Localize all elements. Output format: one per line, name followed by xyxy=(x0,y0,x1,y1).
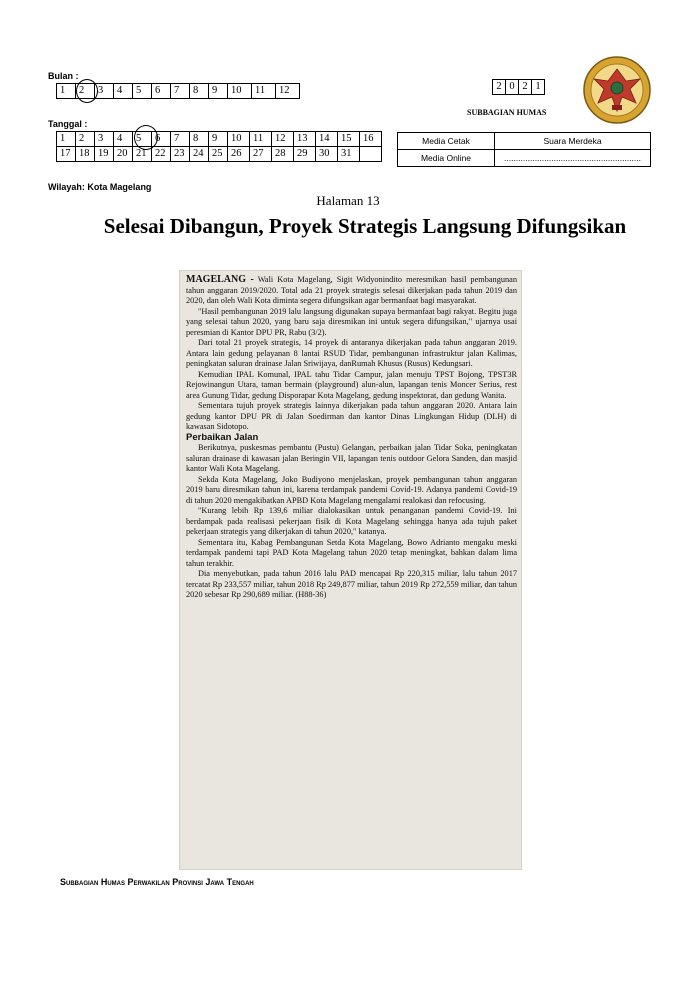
selected-month-circle xyxy=(76,79,98,103)
day-cell: 11 xyxy=(250,132,272,147)
day-cell: 16 xyxy=(360,132,382,147)
wilayah-label: Wilayah: Kota Magelang xyxy=(48,182,152,192)
article-paragraph: Kemudian IPAL Komunal, IPAL tahu Tidar Campur, jalan menuju TPST Bojong, TPST3R Rejowinangun Utara, taman bermain (playground) alun-alun, lapangan tenis Moncer Serius, rest area Gunung Tidar, gedung Disporapar Kota Magelang, gedung inspektorat, dan gedung Wanita. xyxy=(186,369,517,400)
month-cell: 3 xyxy=(95,84,114,99)
day-cell: 13 xyxy=(294,132,316,147)
month-cell: 10 xyxy=(228,84,252,99)
media-online-value: .......................................................... xyxy=(495,150,651,167)
page-number: Halaman 13 xyxy=(316,193,380,208)
day-cell: 12 xyxy=(272,132,294,147)
day-cell: 21 xyxy=(133,147,152,162)
day-cell: 18 xyxy=(76,147,95,162)
year-digit: 2 xyxy=(519,80,532,95)
day-cell: 19 xyxy=(95,147,114,162)
day-cell: 3 xyxy=(95,132,114,147)
footer-label: Subbagian Humas Perwakilan Provinsi Jawa Tengah xyxy=(60,877,254,887)
media-cetak-value: Suara Merdeka xyxy=(495,133,651,150)
day-cell: 30 xyxy=(316,147,338,162)
day-cell: 4 xyxy=(114,132,133,147)
media-online-label: Media Online xyxy=(398,150,495,167)
day-table xyxy=(56,131,382,162)
year-table xyxy=(492,79,545,95)
day-cell: 10 xyxy=(228,132,250,147)
day-cell: 26 xyxy=(228,147,250,162)
article-paragraph: "Kurang lebih Rp 139,6 miliar dialokasikan untuk penanganan pandemi Covid-19. Ini berdampak pada realisasi pekerjaan fisik di Kota Magelang sehingga hanya ada tujuh paket pekerjaan strategis yang dikerjakan di tahun 2020," katanya. xyxy=(186,506,517,536)
article-body xyxy=(186,275,517,601)
media-table xyxy=(397,132,651,167)
month-cell: 4 xyxy=(114,84,133,99)
article-paragraph: "Hasil pembangunan 2019 lalu langsung digunakan supaya bermanfaat bagi rakyat. Begitu juga yang selesai tahun 2020, yang baru saja diresmikan ini untuk segera difungsikan," ujarnya usai peresmian di Kantor DPU PR, Rabu (3/2). xyxy=(186,306,517,337)
day-cell: 8 xyxy=(190,132,209,147)
day-cell xyxy=(360,147,382,162)
day-cell: 20 xyxy=(114,147,133,162)
article-paragraph: Dari total 21 proyek strategis, 14 proyek di antaranya dikerjakan pada tahun anggaran 2019. Antara lain gedung pelayanan 8 lantai RSUD Tidar, pembangunan infrastruktur jalan Kalimas, peningkatan saluran drainase Jalan Sriwijaya, danRumah Khusus (Rusus) Kedungsari. xyxy=(186,338,517,368)
day-cell: 6 xyxy=(152,132,171,147)
article-headline: Selesai Dibangun, Proyek Strategis Langsung Difungsikan xyxy=(103,214,627,238)
day-cell: 5 xyxy=(133,132,152,147)
day-cell: 25 xyxy=(209,147,228,162)
article-paragraph: MAGELANG - Wali Kota Magelang, Sigit Widyonindito meresmikan hasil pembangunan tahun anggaran 2019/2020. Total ada 21 proyek strategis selesai dikerjakan pada tahun 2019 dan 2020, dan oleh Wali Kota diminta segera difungsikan agar bermanfaat bagi masyarakat. xyxy=(186,274,517,305)
month-cell: 12 xyxy=(276,84,300,99)
day-cell: 23 xyxy=(171,147,190,162)
month-cell: 1 xyxy=(57,84,76,99)
month-cell: 9 xyxy=(209,84,228,99)
day-cell: 15 xyxy=(338,132,360,147)
selected-day-circle xyxy=(134,125,158,150)
newspaper-clipping xyxy=(179,270,522,870)
day-cell: 14 xyxy=(316,132,338,147)
dateline: MAGELANG - xyxy=(186,274,254,285)
day-cell: 22 xyxy=(152,147,171,162)
tanggal-label: Tanggal : xyxy=(48,119,88,129)
day-cell: 17 xyxy=(57,147,76,162)
month-cell: 11 xyxy=(252,84,276,99)
bulan-label: Bulan : xyxy=(48,71,79,81)
month-cell: 5 xyxy=(133,84,152,99)
day-cell: 24 xyxy=(190,147,209,162)
day-cell: 27 xyxy=(250,147,272,162)
month-cell: 2 xyxy=(76,84,95,99)
month-cell: 7 xyxy=(171,84,190,99)
article-subheading: Perbaikan Jalan xyxy=(186,431,259,443)
day-cell: 29 xyxy=(294,147,316,162)
day-cell: 31 xyxy=(338,147,360,162)
media-cetak-label: Media Cetak xyxy=(398,133,495,150)
day-cell: 9 xyxy=(209,132,228,147)
article-paragraph: Sementara itu, Kabag Pembangunan Setda Kota Magelang, Bowo Adrianto mengaku meski terdampak pandemi tapi PAD Kota Magelang tahun 2020 tetap meningkat, bahkan dalam lima tahun terakhir. xyxy=(186,537,517,568)
month-cell: 8 xyxy=(190,84,209,99)
day-cell: 1 xyxy=(57,132,76,147)
day-cell: 7 xyxy=(171,132,190,147)
day-cell: 2 xyxy=(76,132,95,147)
article-paragraph: Dia menyebutkan, pada tahun 2016 lalu PAD mencapai Rp 220,315 miliar, lalu tahun 2017 tercatat Rp 233,557 miliar, tahun 2018 Rp 249,877 miliar, tahun 2019 Rp 272,559 miliar, dan tahun 2020 sebesar Rp 290,689 miliar. (H88-36) xyxy=(186,569,517,599)
month-cell: 6 xyxy=(152,84,171,99)
article-paragraph: Sekda Kota Magelang, Joko Budiyono menjelaskan, proyek pembangunan tahun anggaran 2019 baru diresmikan tahun ini, karena terdampak pandemi Covid-19. Adanya pandemi Covid-19 di tahun 2020 mengakibatkan APBD Kota Magelang mengalami realokasi dan refocusing. xyxy=(186,474,517,505)
year-digit: 1 xyxy=(532,80,545,95)
year-digit: 2 xyxy=(493,80,506,95)
article-paragraph: Sementara tujuh proyek strategis lainnya dikerjakan pada tahun anggaran 2020. Antara lain gedung kantor DPU PR di Jalan Soedirman dan kantor Dinas Lingkungan Hidup (DLH) di kawasan Sidotopo. xyxy=(186,401,517,431)
day-cell: 28 xyxy=(272,147,294,162)
department-label: SUBBAGIAN HUMAS xyxy=(467,108,547,117)
provincial-emblem-icon xyxy=(582,55,652,125)
year-digit: 0 xyxy=(506,80,519,95)
article-paragraph: Berikutnya, puskesmas pembantu (Pustu) Gelangan, perbaikan jalan Tidar Soka, peningkatan saluran drainase di kawasan jalan Beringin VII, lapangan tenis outdoor Gelora Sanden, dan masjid kantor Wali Kota Magelang. xyxy=(186,443,517,473)
